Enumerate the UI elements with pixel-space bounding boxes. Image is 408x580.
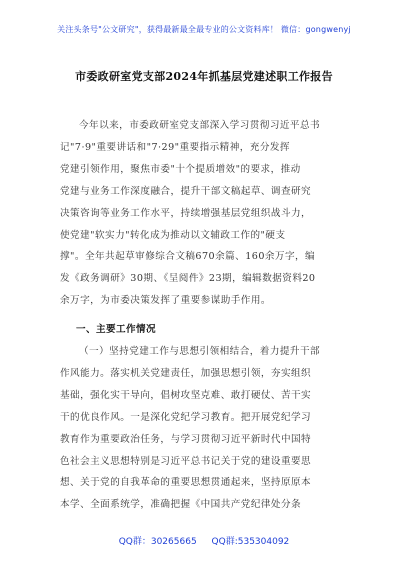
text-line: 作风能力。落实机关党建责任，加强思想引领，夯实组织	[60, 367, 312, 379]
text-line: 基础，强化实干导向，倡树攻坚克难、敢打硬仗、苦干实	[60, 389, 312, 401]
text-line: （一）坚持党建工作与思想引领相结合，着力提升干部	[79, 346, 321, 357]
text-line: 今年以来，市委政研室党支部深入学习贯彻习近平总书	[79, 120, 321, 131]
text-line: 使党建"软实力"转化成为推动以文辅政工作的"硬支	[60, 229, 286, 241]
section1-paragraph	[60, 341, 358, 516]
text-line: 党建与业务工作深度融合，提升干部文稿起草、调查研究	[60, 185, 312, 197]
text-line: 本学、全面系统学，准确把握《中国共产党纪律处分条	[60, 499, 302, 511]
document-title: 市委政研室党支部2024年抓基层党建述职工作报告	[75, 70, 333, 83]
text-line: 发《政务调研》30期、《呈阅件》23期，编辑数据资料20	[60, 273, 316, 285]
header-banner: 关注头条号"公文研究"，获得最新最全最专业的公文资料库！ 微信：gongwenyj	[57, 25, 351, 34]
text-line: 干的优良作风。一是深化党纪学习教育。把开展党纪学习	[60, 411, 312, 423]
text-line: 决策咨询等业务工作水平，持续增强基层党组织战斗力，	[60, 207, 312, 219]
text-line: 想、关于党的自我革命的重要思想贯通起来，坚持原原本	[60, 477, 312, 489]
text-line: 党建引领作用，聚焦市委"十个提质增效"的要求，推动	[60, 163, 301, 175]
text-line: 教育作为重要政治任务，与学习贯彻习近平新时代中国特	[60, 433, 312, 445]
footer	[0, 534, 408, 547]
text-line: 色社会主义思想特别是习近平总书记关于党的建设重要思	[60, 455, 312, 467]
text-line: 余万字，为市委决策发挥了重要参谋助手作用。	[60, 295, 271, 307]
footer-qq-group-1: QQ群：30265665	[118, 537, 197, 547]
text-line: 撑"。全年共起草审修综合文稿670余篇、160余万字，编	[60, 251, 316, 263]
intro-paragraph	[60, 115, 358, 312]
text-line: 记"7·9"重要讲话和"7·29"重要指示精神，充分发挥	[60, 141, 290, 153]
footer-qq-group-2: QQ群:535304092	[211, 537, 290, 547]
section-heading: 一、主要工作情况	[76, 324, 156, 335]
